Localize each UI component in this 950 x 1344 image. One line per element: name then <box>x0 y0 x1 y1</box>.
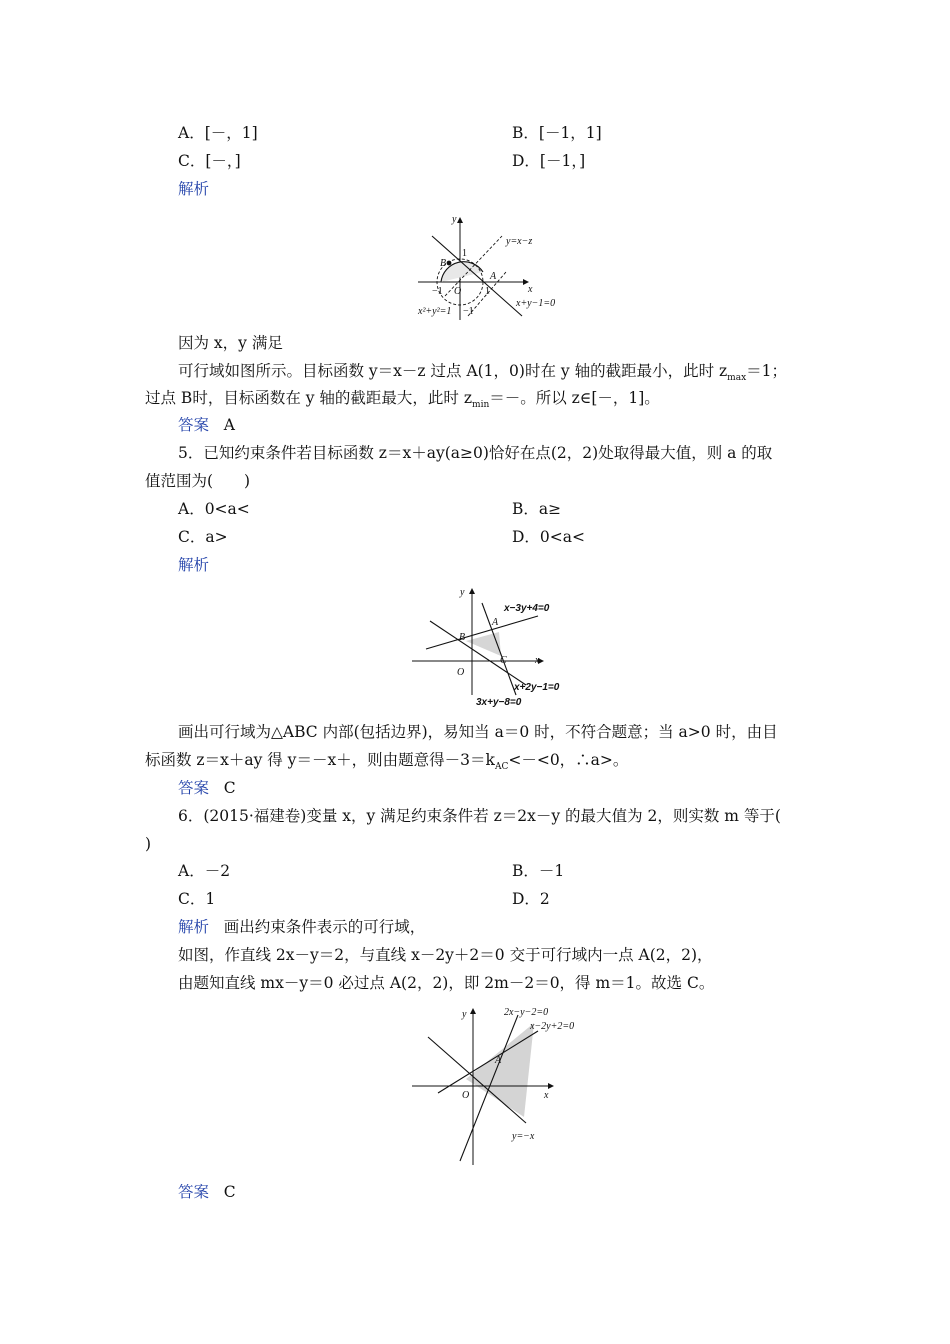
x-label: x <box>528 284 533 295</box>
q4-exp-line2-sub: max <box>727 373 747 384</box>
q6-option-c: C．1 <box>178 890 216 908</box>
q5-exp-line2-tail: <－<0，∴a>。 <box>508 751 629 769</box>
q6-analysis-label: 解析 <box>178 918 210 936</box>
o-label: O <box>462 1090 470 1101</box>
q6-exp-line2: 由题知直线 mx－y＝0 必过点 A(2，2)，即 2m－2＝0，得 m＝1。故选 C。 <box>178 974 715 992</box>
q5-answer-value: C <box>223 779 236 797</box>
q4-exp-line2-tail: ＝1； <box>746 362 788 380</box>
feasible-arc <box>441 262 483 282</box>
q5-stem-line1: 5．已知约束条件若目标函数 z＝x＋ay(a≥0)恰好在点(2，2)处取得最大值，则 a 的取 <box>178 444 773 462</box>
y-label: y <box>452 214 457 225</box>
q5-analysis-label: 解析 <box>178 556 210 574</box>
q4-answer <box>178 415 235 435</box>
a-label: A <box>492 617 499 628</box>
q4-option-d: D．[－1，] <box>512 152 586 170</box>
q4-answer-value: A <box>223 416 235 434</box>
q5-exp-line1: 画出可行域为△ABC 内部(包括边界)，易知当 a＝0 时，不符合题意；当 a>0 时，由目 <box>178 723 778 741</box>
q6-option-b: B．－1 <box>512 862 565 880</box>
q4-answer-label: 答案 <box>178 416 210 434</box>
b-label: B <box>440 258 447 269</box>
q5-answer <box>178 778 236 798</box>
line2-label: x−2y+2=0 <box>530 1021 575 1032</box>
line2-label: x+2y−1=0 <box>514 682 560 693</box>
q6-stem-line1: 6．(2015·福建卷)变量 x，y 满足约束条件若 z＝2x－y 的最大值为 2，则实数 m 等于( <box>178 807 781 825</box>
q4-option-c: C．[－，] <box>178 152 241 170</box>
x-label: x <box>544 1090 549 1101</box>
q5-option-b: B．a≥ <box>512 500 562 518</box>
q5-exp-line2 <box>145 750 628 777</box>
line-yxz-label: y=x−z <box>506 236 533 247</box>
a-label: A <box>495 1055 502 1066</box>
o-label: O <box>457 667 465 678</box>
line1-label: 2x−y−2=0 <box>504 1007 549 1018</box>
b-label: B <box>459 632 466 643</box>
a-label: A <box>490 271 497 282</box>
x-label: x <box>535 655 540 666</box>
q4-exp-line3-sub: min <box>472 400 490 411</box>
one-y-label: 1 <box>462 248 467 259</box>
q6-answer-label: 答案 <box>178 1183 210 1201</box>
one-x-label: 1 <box>485 286 490 297</box>
q5-answer-label: 答案 <box>178 779 210 797</box>
q4-exp-line2 <box>178 361 787 388</box>
q6-exp-line0 <box>178 917 425 937</box>
q4-option-b: B．[－1，1] <box>512 124 602 142</box>
q4-exp-line3-tail: ＝－。所以 z∈[－，1]。 <box>489 389 660 407</box>
q5-option-c: C．a> <box>178 528 228 546</box>
q4-exp-line2-text: 可行域如图所示。目标函数 y＝x－z 过点 A(1，0)时在 y 轴的截距最小，此时 z <box>178 362 728 380</box>
feasible-region <box>466 1023 534 1117</box>
line3-label: y=−x <box>512 1131 535 1142</box>
neg1-y-label: −1 <box>463 306 474 317</box>
q6-figure <box>408 1003 590 1169</box>
q4-exp-line3 <box>145 388 660 415</box>
q6-exp-line0-text: 画出约束条件表示的可行域， <box>223 918 426 936</box>
y-label: y <box>460 587 465 598</box>
q5-exp-line2-sub: AC <box>494 762 509 773</box>
q6-answer <box>178 1182 236 1202</box>
circle-label: x²+y²=1 <box>418 306 452 317</box>
q6-stem-line2: ) <box>145 835 152 853</box>
q5-stem-line2: 值范围为( ) <box>145 472 251 490</box>
neg1-x-label: −1 <box>432 286 443 297</box>
line3-label: 3x+y−8=0 <box>476 697 522 708</box>
q4-figure <box>410 208 556 326</box>
q4-exp-line3-text: 过点 B时，目标函数在 y 轴的截距最大，此时 z <box>145 389 473 407</box>
q4-option-a: A．[－，1] <box>178 124 258 142</box>
line-x-2y <box>430 621 526 685</box>
q5-option-a: A．0<a< <box>178 500 250 518</box>
q6-option-d: D．2 <box>512 890 550 908</box>
c-label: C <box>500 655 507 666</box>
q6-exp-line1: 如图，作直线 2x－y＝2，与直线 x－2y＋2＝0 交于可行域内一点 A(2，2)， <box>178 946 713 964</box>
o-label: O <box>454 286 462 297</box>
q4-analysis-label: 解析 <box>178 180 210 198</box>
q6-answer-value: C <box>223 1183 236 1201</box>
q5-figure <box>408 583 578 711</box>
line1-label: x−3y+4=0 <box>504 603 550 614</box>
q5-exp-line2-text: 标函数 z＝x＋ay 得 y＝－x＋，则由题意得－3＝k <box>145 751 495 769</box>
point-b <box>447 261 452 266</box>
q6-option-a: A．－2 <box>178 862 231 880</box>
y-label: y <box>462 1009 467 1020</box>
q5-option-d: D．0<a< <box>512 528 586 546</box>
line-xy-label: x+y−1=0 <box>516 298 556 309</box>
q4-exp-line1: 因为 x，y 满足 <box>178 334 283 352</box>
